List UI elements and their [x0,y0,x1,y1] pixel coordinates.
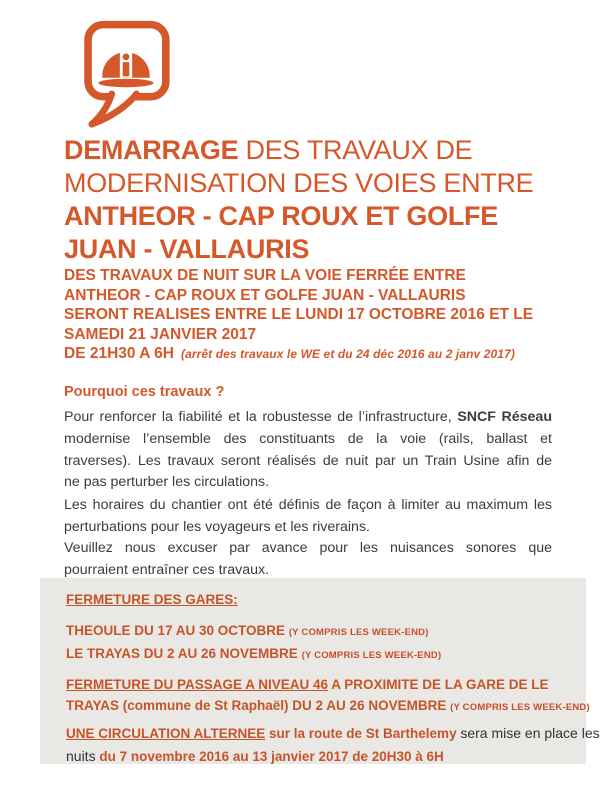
station-closure-trayas [66,643,576,666]
alt-black-text-2: nuits [66,748,96,764]
p1-l1-text: Pour renforcer la fiabilité et la robustesse de l’infrastructure, [64,409,452,425]
alt-route-text: sur la route de St Barthelemy [269,726,457,741]
title-line-1 [64,134,569,167]
p2-line-4: pourraient entraîner ces travaux. [64,561,270,578]
crossing-line-2 [66,695,590,718]
title-demarrage: DEMARRAGE [64,135,239,165]
alternating-traffic-notice [66,722,600,768]
closures-heading: FERMETURE DES GARES: [66,592,238,607]
p1-line-1 [64,407,552,429]
crossing-line1-rest: A PROXIMITE DE LA GARE DE LE [331,677,549,692]
alt-black-text-1: sera mise en place les [460,725,600,741]
page-title [64,134,569,266]
trayas-closure-dates: LE TRAYAS DU 2 AU 26 NOVEMBRE [66,646,298,661]
hard-hat-info-speech-bubble-icon [78,18,174,128]
theoule-weekend-note: (Y COMPRIS LES WEEK-END) [288,627,429,638]
title-line-3: ANTHEOR - CAP ROUX ET GOLFE [64,201,498,231]
title-line1-rest: DES TRAVAUX DE [238,135,473,165]
crossing-closure-underlined: FERMETURE DU PASSAGE A NIVEAU 46 [66,677,329,692]
p1-line-4: ne pas perturber les circulations. [64,474,270,491]
crossing-line-1 [66,674,576,695]
hours-exception-note: (arrêt des travaux le WE et du 24 déc 2016 au 2 janv 2017) [180,347,515,361]
p1-line-2: modernise l’ensemble des constituants de la voie (rails, ballast et [64,430,552,447]
alt-line-1 [66,722,600,745]
subtitle-line-1: DES TRAVAUX DE NUIT SUR LA VOIE FERRÉE ENTRE [64,267,466,284]
section-heading-why: Pourquoi ces travaux ? [64,384,225,400]
closures-notice-box [40,578,600,764]
title-line-2: MODERNISATION DES VOIES ENTRE [64,168,534,198]
theoule-closure-dates: THEOULE DU 17 AU 30 OCTOBRE [66,623,286,638]
crossing-line2-text: TRAYAS (commune de St Raphaël) DU 2 AU 26 NOVEMBRE [66,698,447,713]
subtitle-line-2: ANTHEOR - CAP ROUX ET GOLFE JUAN - VALLAURIS [64,286,466,304]
subtitle-line-4: SAMEDI 21 JANVIER 2017 [64,325,257,343]
trayas-weekend-note: (Y COMPRIS LES WEEK-END) [301,650,442,661]
crossing-weekend-note: (Y COMPRIS LES WEEK-END) [450,702,590,713]
level-crossing-closure [66,674,590,718]
sncf-reseau-bold: SNCF Réseau [457,409,552,425]
alternating-traffic-underlined: UNE CIRCULATION ALTERNEE [66,726,266,741]
work-hours: DE 21H30 A 6H [64,345,174,362]
paragraph-infrastructure [64,407,552,494]
p2-line-2: perturbations pour les voyageurs et les riverains. [64,518,370,535]
subtitle-line-3: SERONT REALISES ENTRE LE LUNDI 17 OCTOBRE 2016 ET LE [64,306,534,323]
p2-line-3: Veuillez nous excuser par avance pour les nuisances sonores que [64,540,552,556]
subtitle-hours-line [64,344,574,365]
station-closure-theoule [66,620,576,643]
alt-line-2 [66,745,576,768]
subtitle [64,266,574,365]
alt-dates-text: du 7 novembre 2016 au 13 janvier 2017 de 20H30 à 6H [99,749,444,764]
p2-line-1: Les horaires du chantier ont été définis de façon à limiter au maximum les [64,497,552,513]
p1-line-3: traverses). Les travaux seront réalisés de nuit par un Train Usine afin de [64,452,552,469]
paragraph-schedule [64,495,552,581]
title-line-4: JUAN - VALLAURIS [64,234,310,264]
